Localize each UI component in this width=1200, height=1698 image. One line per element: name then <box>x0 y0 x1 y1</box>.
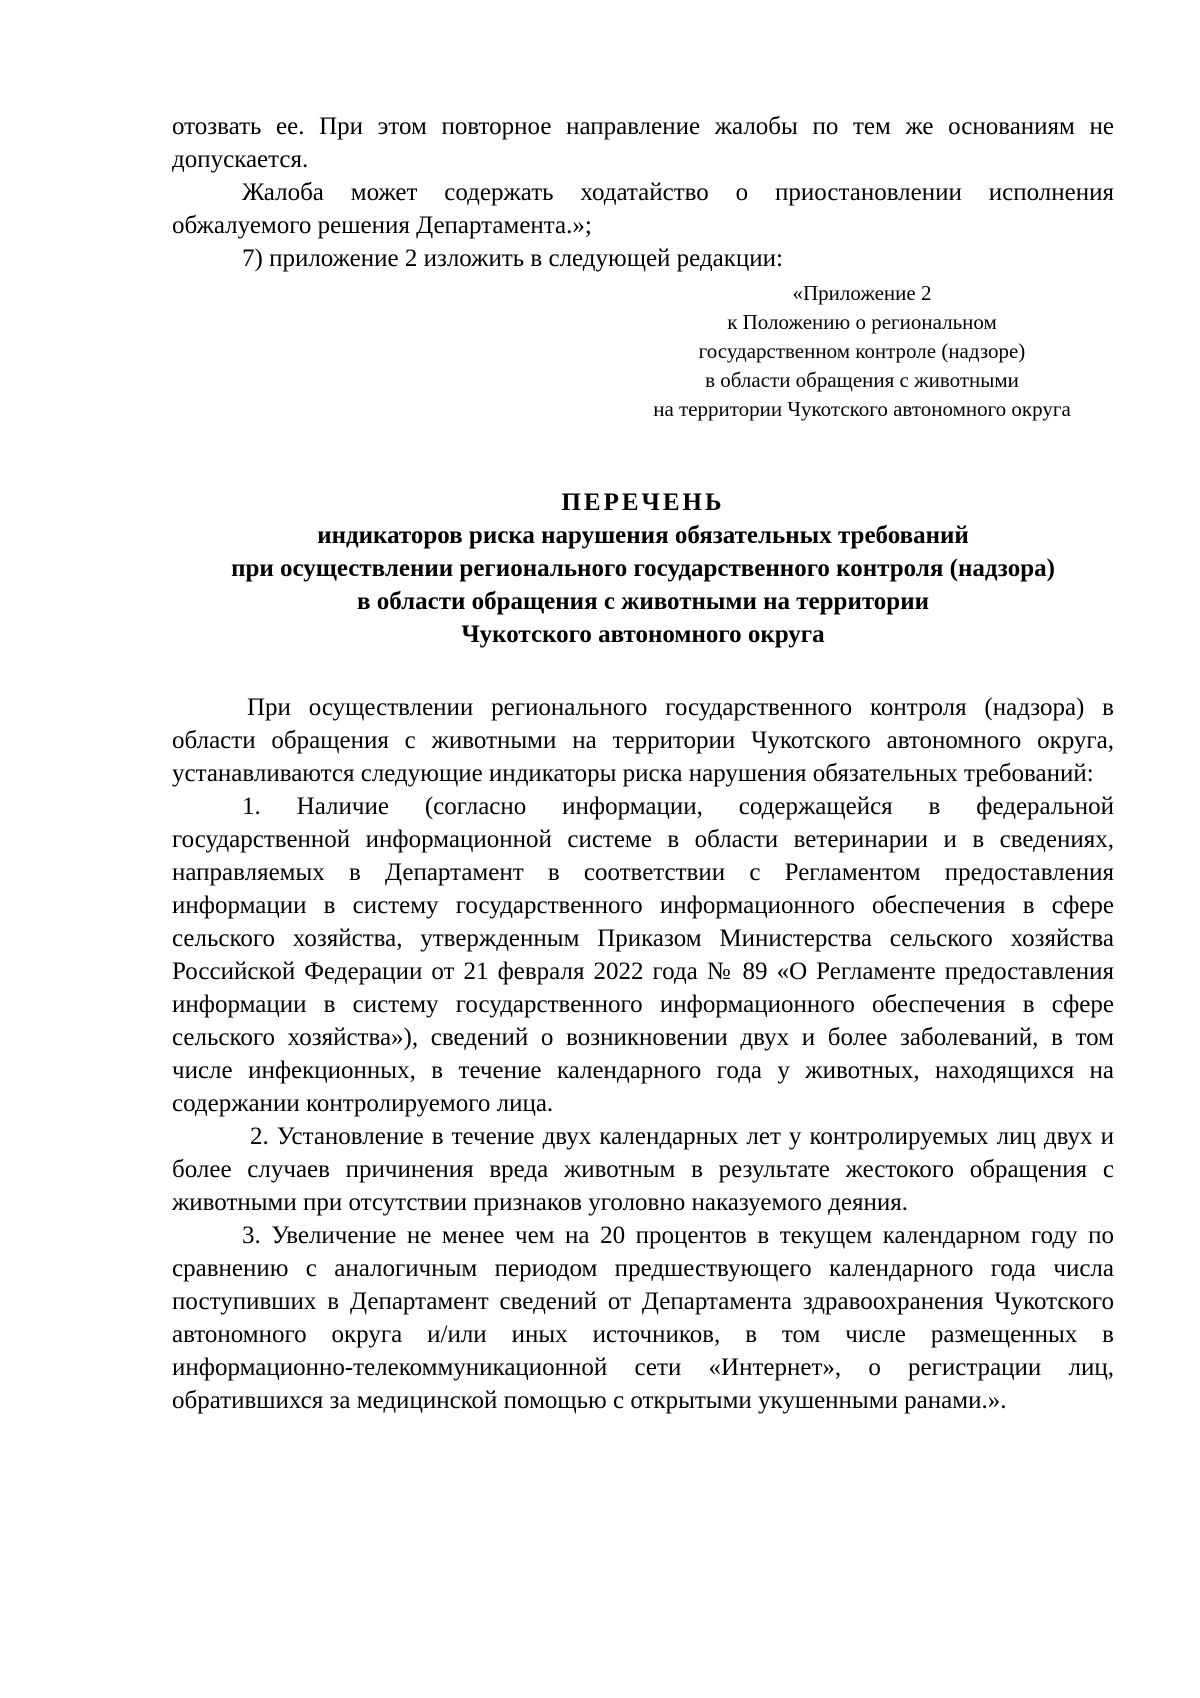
appendix-line: «Приложение 2 <box>792 281 932 305</box>
list-item-indicator-1: 1. Наличие (согласно информации, содержащейся в федеральной государственной информационной системе в области ветеринарии и в сведениях, направляемых в Департамент в соответствии с Регламентом предоставления информации в систему государственного информационного обеспечения в сфере сельского хозяйства, утвержденным Приказом Министерства сельского хозяйства Российской Федерации от 21 февраля 2022 года № 89 «О Регламенте предоставления информации в систему государственного информационного обеспечения в сфере сельского хозяйства»), сведений о возникновении двух и более заболеваний, в том числе инфекционных, в течение календарного года у животных, находящихся на содержании контролируемого лица. <box>172 793 1114 1117</box>
appendix-line: к Положению о региональном <box>727 310 997 334</box>
appendix-line: в области обращения с животными <box>705 368 1019 392</box>
appendix-line: государственном контроле (надзоре) <box>698 339 1026 363</box>
list-item-indicator-3: 3. Увеличение не менее чем на 20 процентов в текущем календарном году по сравнению с аналогичным периодом предшествующего календарного года числа поступивших в Департамент сведений от Департамента здравоохранения Чукотского автономного округа и/или иных источников, в том числе размещенных в информационно-телекоммуникационной сети «Интернет», о регистрации лиц, обратившихся за медицинской помощью с открытыми укушенными ранами.». <box>172 1222 1114 1414</box>
paragraph-intro: При осуществлении регионального государственного контроля (надзора) в области обращения с животными на территории Чукотского автономного округа, устанавливаются следующие индикаторы риска нарушения обязательных требований: <box>172 694 1114 787</box>
document-title: ПЕРЕЧЕНЬ <box>561 489 725 516</box>
list-item-indicator-2: 2. Установление в течение двух календарных лет у контролируемых лиц двух и более случаев причинения вреда животным в результате жестокого обращения с животными при отсутствии признаков уголовно наказуемого деяния. <box>172 1123 1114 1216</box>
paragraph-appendix-instruction: 7) приложение 2 изложить в следующей редакции: <box>242 245 783 272</box>
paragraph-complaint-withdrawal: отозвать ее. При этом повторное направление жалобы по тем же основаниям не допускается. <box>172 113 1114 173</box>
document-subtitle-line: в области обращения с животными на территории <box>356 588 930 615</box>
document-title-block <box>172 486 1114 651</box>
document-subtitle-line: индикаторов риска нарушения обязательных требований <box>317 522 969 549</box>
document-subtitle-line: при осуществлении регионального государственного контроля (надзора) <box>231 555 1055 582</box>
document-subtitle-line: Чукотского автономного округа <box>461 621 825 648</box>
appendix-line: на территории Чукотского автономного округа <box>653 397 1071 421</box>
document-page <box>172 110 1114 1417</box>
paragraph-complaint-petition: Жалоба может содержать ходатайство о приостановлении исполнения обжалуемого решения Департамента.»; <box>172 179 1114 239</box>
appendix-header <box>612 279 1112 424</box>
